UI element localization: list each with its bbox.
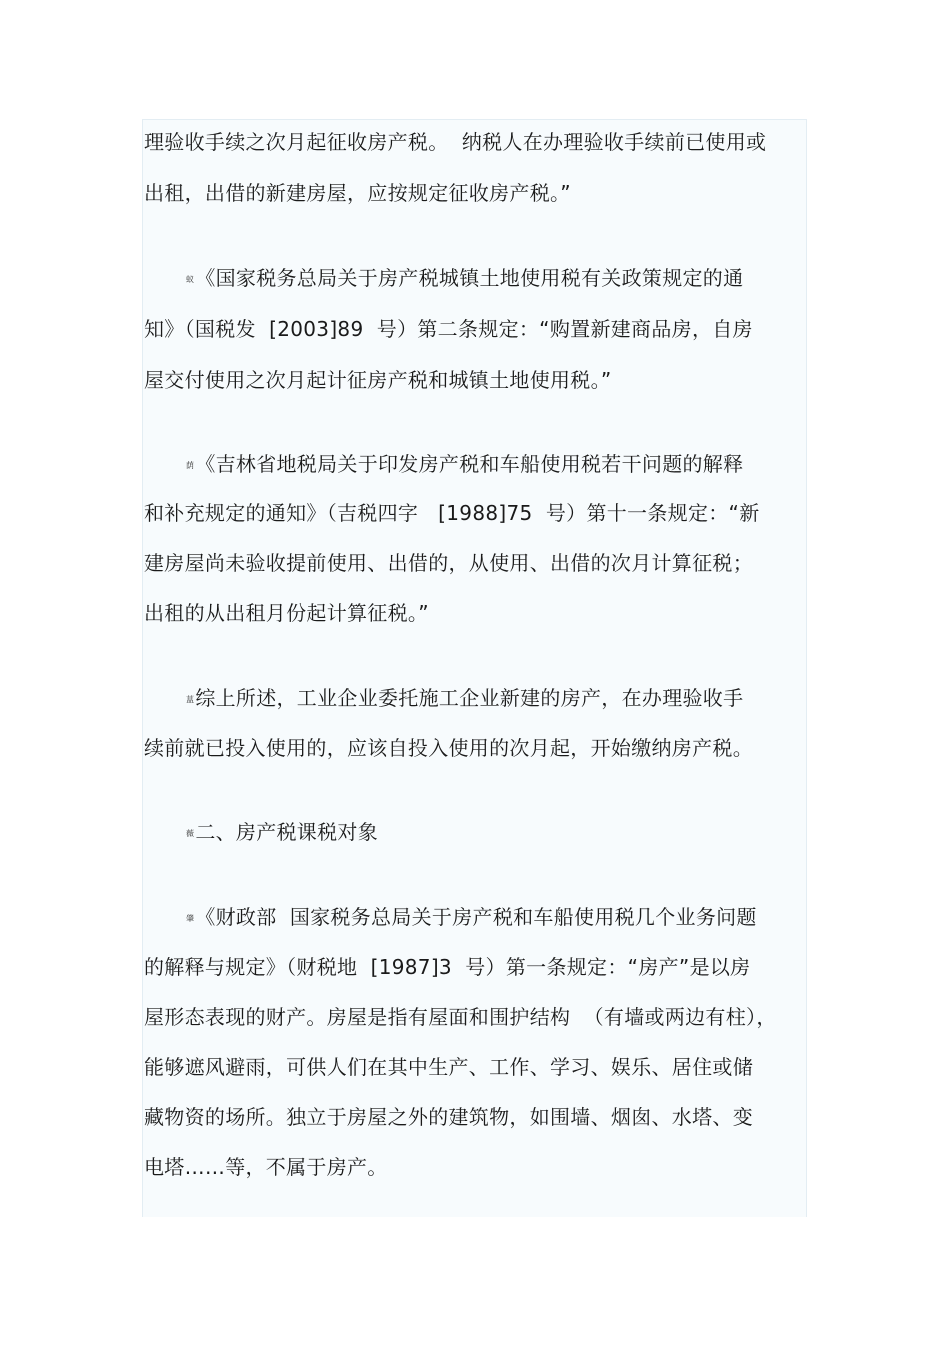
bullet-glyph: 薇 [186,828,195,838]
line-text: 《吉林省地税局关于印发房产税和车船使用税若干问题的解释 [195,452,744,476]
text-line: 理验收手续之次月起征收房产税。 纳税人在办理验收手续前已使用或 [144,130,767,154]
text-line: 出租的从出租月份起计算征税。” [144,601,429,625]
bullet-glyph: 荫 [186,460,195,470]
text-line [186,264,743,294]
text-line: 能够遮风避雨，可供人们在其中生产、工作、学习、娱乐、居住或储 [144,1055,753,1079]
text-line [186,684,743,714]
text-line [186,903,757,933]
bullet-glyph: 蚁 [186,274,195,284]
text-line: 的解释与规定》（财税地 [1987]3 号）第一条规定：“房产”是以房 [144,955,751,979]
text-line: 藏物资的场所。独立于房屋之外的建筑物，如围墙、烟囱、水塔、变 [144,1105,753,1129]
bullet-glyph: 肇 [186,913,195,923]
text-line: 续前就已投入使用的，应该自投入使用的次月起，开始缴纳房产税。 [144,736,753,760]
section-heading [186,818,378,848]
text-line: 知》（国税发 [2003]89 号）第二条规定：“购置新建商品房，自房 [144,317,753,341]
line-text: 《财政部 国家税务总局关于房产税和车船使用税几个业务问题 [195,905,757,929]
text-line: 出租，出借的新建房屋，应按规定征收房产税。” [144,181,571,205]
line-text: 《国家税务总局关于房产税城镇土地使用税有关政策规定的通 [195,266,744,290]
text-line: 和补充规定的通知》（吉税四字 [1988]75 号）第十一条规定：“新 [144,501,760,525]
text-line: 建房屋尚未验收提前使用、出借的，从使用、出借的次月计算征税； [144,551,753,575]
bullet-glyph: 蒀 [186,694,195,704]
text-line: 电塔……等，不属于房产。 [144,1155,388,1179]
text-line: 屋形态表现的财产。房屋是指有屋面和围护结构 （有墙或两边有柱）， [144,1005,777,1029]
line-text: 综上所述，工业企业委托施工企业新建的房产，在办理验收手 [195,686,744,710]
text-line [186,450,743,480]
text-line: 屋交付使用之次月起计征房产税和城镇土地使用税。” [144,368,612,392]
line-text: 二、房产税课税对象 [195,820,379,844]
